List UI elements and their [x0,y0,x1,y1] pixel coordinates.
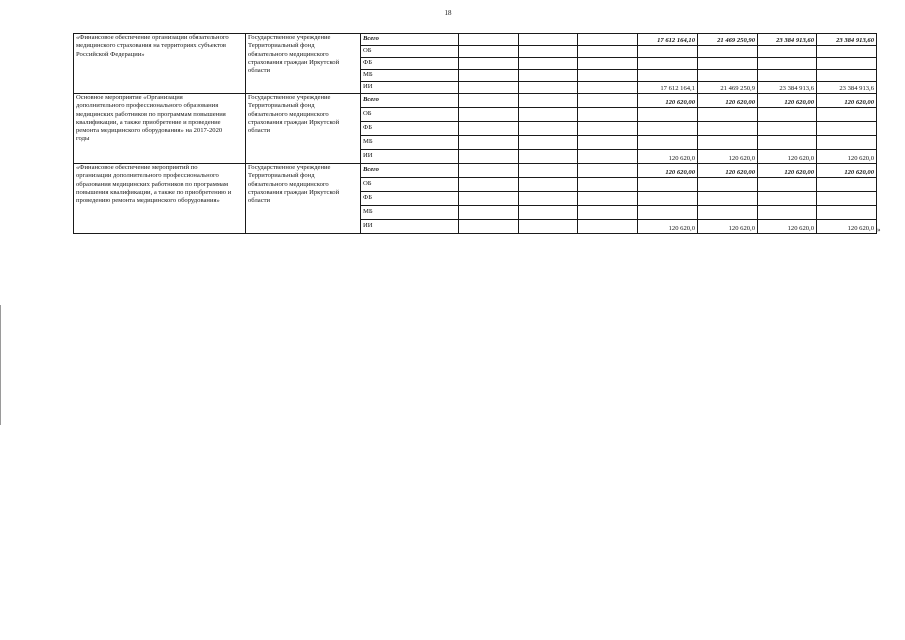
empty-cell [519,122,578,136]
amount-cell: 120 620,0 [638,220,698,234]
amount-cell [638,70,698,82]
empty-cell [459,220,519,234]
amount-cell [638,178,698,192]
amount-cell [817,192,877,206]
amount-cell [758,108,817,122]
empty-cell [578,206,638,220]
amount-cell [817,178,877,192]
empty-cell [519,34,578,46]
empty-cell [459,94,519,108]
empty-cell [459,206,519,220]
amount-cell [817,70,877,82]
source-label: Всего [361,164,459,178]
empty-cell [459,136,519,150]
amount-cell [698,136,758,150]
amount-cell [817,136,877,150]
amount-cell [698,58,758,70]
empty-cell [459,58,519,70]
amount-cell: 120 620,0 [758,220,817,234]
empty-cell [519,58,578,70]
amount-cell: 120 620,00 [758,94,817,108]
empty-cell [578,150,638,164]
empty-cell [578,94,638,108]
empty-cell [519,220,578,234]
amount-cell: 120 620,0 [698,150,758,164]
amount-cell [638,136,698,150]
empty-cell [459,192,519,206]
empty-cell [578,58,638,70]
measure-title: «Финансовое обеспечение мероприятий по организации дополнительного профессионального образования медицинских работников по программам повышения квалификации, а также по приобретению и проведению ремонта медицинского оборудования» [74,164,246,234]
funding-row-total [74,34,877,46]
source-label: ОБ [361,178,459,192]
amount-cell [698,206,758,220]
amount-cell [758,192,817,206]
amount-cell [698,178,758,192]
source-label: ИИ [361,220,459,234]
amount-cell: 120 620,00 [638,164,698,178]
amount-cell: 23 384 913,60 [758,34,817,46]
responsible-executor: Государственное учреждение Территориальный фонд обязательного медицинского страхования граждан Иркутской области [246,34,361,94]
empty-cell [578,46,638,58]
empty-cell [459,46,519,58]
responsible-executor: Государственное учреждение Территориальный фонд обязательного медицинского страхования граждан Иркутской области [246,94,361,164]
amount-cell: 120 620,0 [817,220,877,234]
amount-cell: 120 620,00 [638,94,698,108]
empty-cell [578,178,638,192]
amount-cell [758,122,817,136]
amount-cell [758,58,817,70]
amount-cell: 120 620,00 [817,164,877,178]
amount-cell: 17 612 164,10 [638,34,698,46]
amount-cell [698,122,758,136]
empty-cell [519,192,578,206]
amount-cell [638,58,698,70]
amount-cell [817,122,877,136]
source-label: МБ [361,136,459,150]
empty-cell [519,164,578,178]
amount-cell [758,70,817,82]
closing-quote-mark: » [877,226,881,234]
empty-cell [459,150,519,164]
amount-cell: 17 612 164,1 [638,82,698,94]
empty-cell [459,122,519,136]
empty-cell [519,82,578,94]
amount-cell: 120 620,0 [638,150,698,164]
source-label: ФБ [361,122,459,136]
amount-cell [758,206,817,220]
amount-cell [758,178,817,192]
empty-cell [459,178,519,192]
empty-cell [459,34,519,46]
empty-cell [519,46,578,58]
amount-cell [638,192,698,206]
amount-cell [698,108,758,122]
amount-cell: 23 384 913,6 [817,82,877,94]
funding-table [73,33,877,234]
measure-title: «Финансовое обеспечение организации обязательного медицинского страхования на территориях субъектов Российской Федерации» [74,34,246,94]
amount-cell [817,108,877,122]
amount-cell: 120 620,0 [698,220,758,234]
page-number: 18 [444,9,452,17]
source-label: ФБ [361,58,459,70]
empty-cell [519,94,578,108]
empty-cell [459,108,519,122]
source-label: МБ [361,206,459,220]
amount-cell: 21 469 250,9 [698,82,758,94]
empty-cell [519,178,578,192]
measure-title: Основное мероприятие «Организация дополнительного профессионального образования медицинских работников по программам повышения квалификации, а также приобретение и проведение ремонта медицинского оборудования» на 2017-2020 годы [74,94,246,164]
empty-cell [519,206,578,220]
source-label: ОБ [361,108,459,122]
amount-cell: 120 620,00 [817,94,877,108]
amount-cell [698,70,758,82]
empty-cell [459,70,519,82]
empty-cell [578,192,638,206]
empty-cell [578,70,638,82]
amount-cell: 21 469 250,90 [698,34,758,46]
empty-cell [519,136,578,150]
amount-cell [638,122,698,136]
source-label: ИИ [361,82,459,94]
empty-cell [519,150,578,164]
source-label: ОБ [361,46,459,58]
amount-cell [698,46,758,58]
amount-cell [638,206,698,220]
scan-edge-line [0,305,1,425]
amount-cell [638,108,698,122]
responsible-executor: Государственное учреждение Территориальный фонд обязательного медицинского страхования граждан Иркутской области [246,164,361,234]
amount-cell [817,206,877,220]
source-label: МБ [361,70,459,82]
amount-cell: 120 620,0 [758,150,817,164]
source-label: ИИ [361,150,459,164]
source-label: ФБ [361,192,459,206]
amount-cell: 23 384 913,6 [758,82,817,94]
empty-cell [459,82,519,94]
amount-cell: 120 620,00 [758,164,817,178]
empty-cell [578,82,638,94]
source-label: Всего [361,34,459,46]
empty-cell [578,220,638,234]
empty-cell [519,70,578,82]
amount-cell: 120 620,00 [698,164,758,178]
empty-cell [578,122,638,136]
empty-cell [459,164,519,178]
empty-cell [519,108,578,122]
empty-cell [578,34,638,46]
empty-cell [578,108,638,122]
source-label: Всего [361,94,459,108]
amount-cell [758,46,817,58]
amount-cell: 23 384 913,60 [817,34,877,46]
empty-cell [578,164,638,178]
amount-cell [817,46,877,58]
funding-row-total [74,94,877,108]
empty-cell [578,136,638,150]
amount-cell [698,192,758,206]
funding-row-total [74,164,877,178]
amount-cell: 120 620,00 [698,94,758,108]
amount-cell [758,136,817,150]
amount-cell: 120 620,0 [817,150,877,164]
amount-cell [638,46,698,58]
amount-cell [817,58,877,70]
